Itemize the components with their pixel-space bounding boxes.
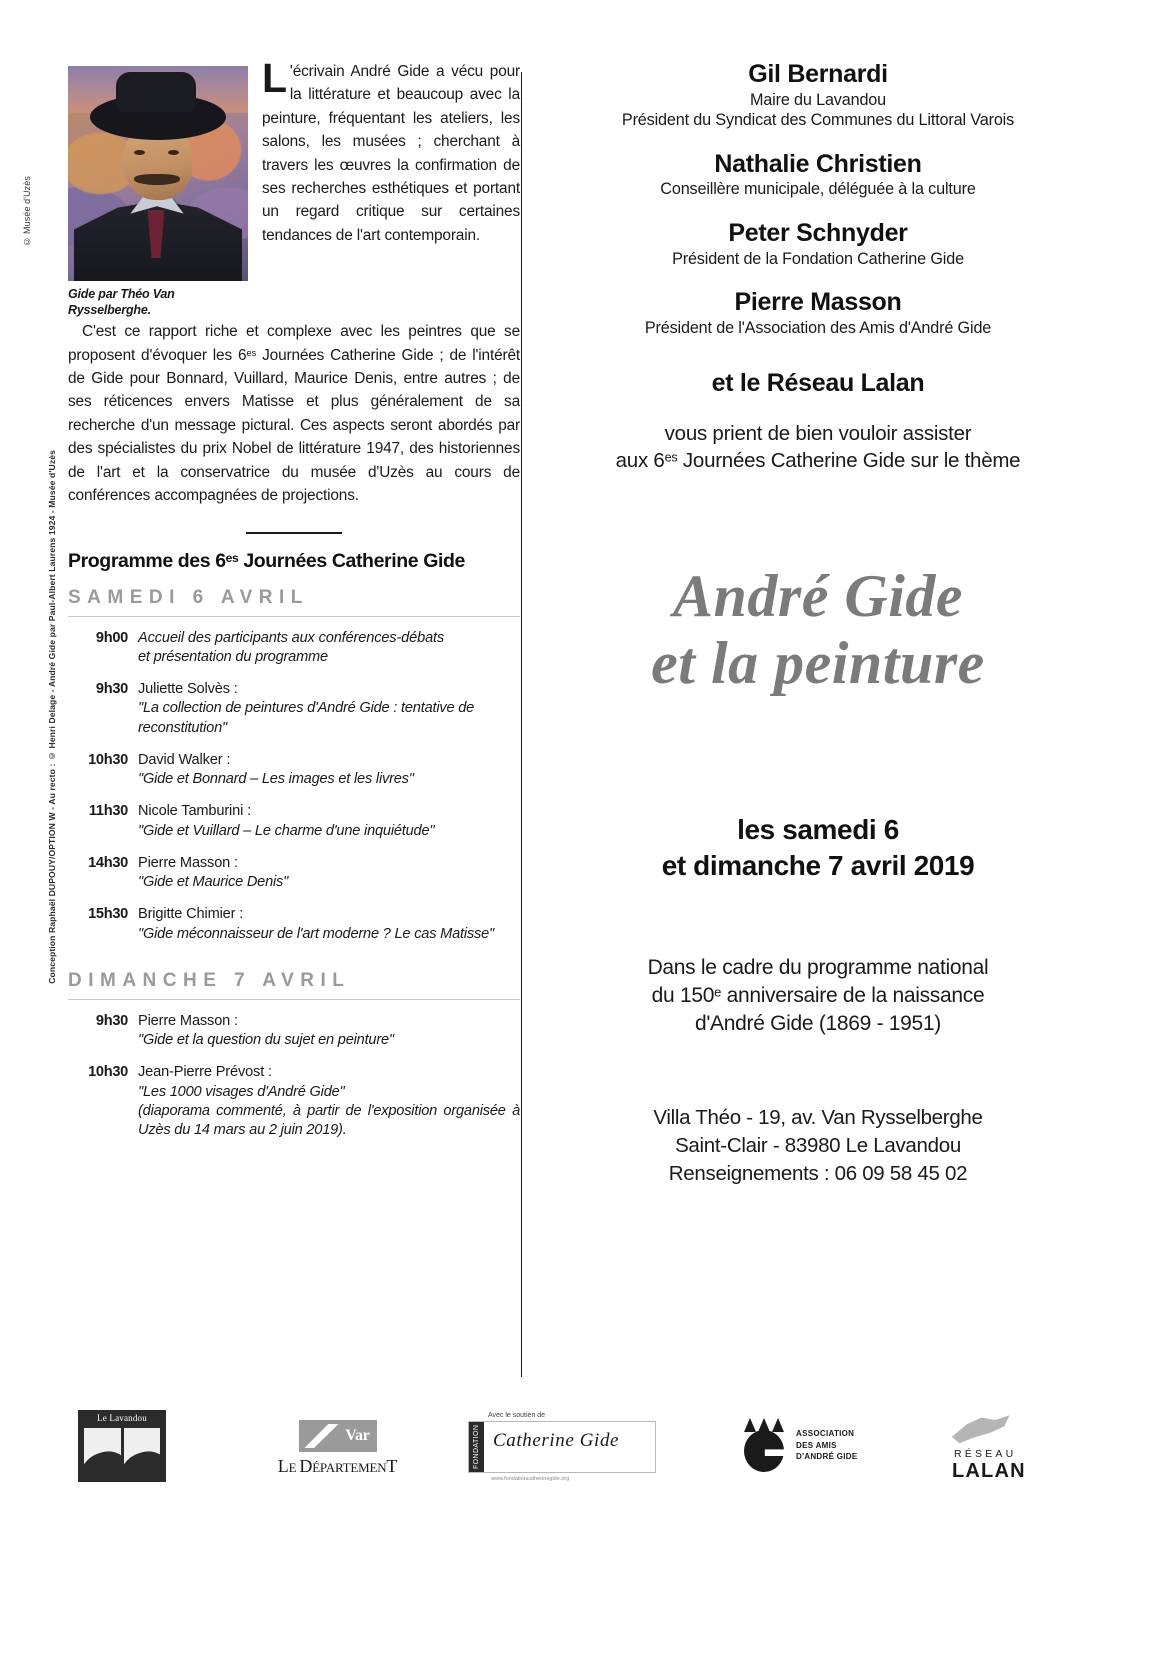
slot-talk: "Gide et la question du sujet en peinture" [138, 1032, 394, 1048]
slot-talk-note: (diaporama commenté, à partir de l'exposition organisée à Uzès du 14 mars au 2 juin 2019). [138, 1102, 520, 1138]
slot-talk: "Les 1000 visages d'André Gide" [138, 1083, 345, 1100]
venue-block [528, 1104, 1108, 1188]
framework-line-2b: anniversaire de la naissance [721, 983, 985, 1007]
day-heading-saturday: SAMEDI 6 AVRIL [68, 587, 520, 617]
host-block [528, 150, 1108, 200]
host-block [528, 288, 1108, 338]
programme-title [68, 550, 520, 573]
footer-logos [0, 1398, 1166, 1538]
lalan-bird-icon [948, 1412, 1012, 1452]
lalan-name-label: LALAN [952, 1460, 1026, 1482]
slot-time: 9h30 [95, 681, 128, 697]
schedule-row [68, 751, 520, 790]
le-lavandou-logo-mark [84, 1428, 160, 1476]
association-line-3: D'ANDRÉ GIDE [796, 1452, 858, 1462]
framework-line-1: Dans le cadre du programme national [647, 955, 989, 979]
event-title-line-1: André Gide [673, 562, 963, 629]
fondation-catherine-gide-logo [468, 1412, 658, 1488]
intro-text-2b: Journées Catherine Gide ; de l'intérêt de Gide pour Bonnard, Vuillard, Maurice Denis, entre autres ; de ses réticences envers Matisse et plus généralement de sa recherche d'un message pictural. Ces aspects seront abordés par des spécialistes du prix Nobel de littérature 1947, des historiennes de l'art et la conservatrice du musée d'Uzès au cours de conférences accompagnées de projections. [68, 346, 521, 505]
schedule-row [68, 905, 520, 944]
slot-talk: "Gide et Maurice Denis" [138, 874, 289, 890]
association-line-1: ASSOCIATION [796, 1429, 855, 1438]
portrait-block [68, 66, 248, 318]
right-column [528, 60, 1108, 1380]
reseau-lalan-logo [940, 1412, 1070, 1484]
slot-speaker: Pierre Masson : [138, 854, 238, 871]
framework-line-2a: du 150 [651, 983, 715, 1007]
framework-line-3: d'André Gide (1869 - 1951) [694, 1011, 942, 1035]
slot-time: 10h30 [88, 751, 128, 768]
var-logo-mark [299, 1420, 377, 1452]
slot-talk: "Gide et Bonnard – Les images et les livres" [138, 771, 414, 787]
venue-contact: Renseignements : 06 09 58 45 02 [668, 1162, 968, 1186]
host-role-line: Président de l'Association des Amis d'André Gide [644, 318, 992, 337]
framework-block [528, 954, 1108, 1038]
slot-talk: "La collection de peintures d'André Gide : tentative de reconstitution" [138, 700, 475, 736]
fondation-signature: Catherine Gide [493, 1430, 620, 1451]
conception-credit: Conception Raphaël DUPOUY/OPTION W - Au recto : © Henri Delage - André Gide par Paul-Albert Laurens 1924 - Musée d'Uzès [47, 450, 57, 984]
schedule-row [68, 629, 520, 668]
ordinal-suffix: es [246, 347, 257, 359]
column-divider [521, 72, 522, 1377]
framework-line-2 [528, 982, 1108, 1010]
association-amis-andre-gide-logo [740, 1414, 900, 1484]
slot-time: 9h00 [95, 629, 128, 646]
schedule-row [68, 680, 520, 738]
host-name: Gil Bernardi [748, 60, 888, 88]
slot-time: 14h30 [88, 854, 128, 871]
host-role-line: Maire du Lavandou [749, 90, 887, 109]
schedule-row [68, 1012, 520, 1051]
slot-time: 15h30 [88, 906, 128, 923]
day-heading-sunday: DIMANCHE 7 AVRIL [68, 970, 520, 1000]
host-block [528, 219, 1108, 269]
museum-credit: © Musée d'Uzès [22, 176, 32, 247]
section-rule [246, 532, 342, 534]
slot-talk: "Gide méconnaisseur de l'art moderne ? Le cas Matisse" [138, 925, 495, 942]
lalan-reseau-label: RÉSEAU [954, 1448, 1017, 1460]
fondation-side-label: FONDATION [469, 1422, 484, 1472]
slot-time: 10h30 [88, 1064, 128, 1081]
invitation-block [528, 420, 1108, 475]
host-name: Nathalie Christien [714, 149, 922, 178]
slot-speaker: David Walker : [138, 751, 231, 768]
slot-speaker: Jean-Pierre Prévost : [138, 1064, 272, 1081]
venue-city: Saint-Clair - 83980 Le Lavandou [675, 1134, 961, 1158]
schedule-row [68, 854, 520, 893]
host-role-line: Conseillère municipale, déléguée à la culture [660, 180, 976, 199]
invitation-line-2 [528, 447, 1108, 474]
event-dates-line-2: et dimanche 7 avril 2019 [661, 849, 975, 881]
dept-e: E [288, 1460, 300, 1475]
programme-title-b: Journées Catherine Gide [238, 549, 465, 572]
le-lavandou-logo-label: Le Lavandou [97, 1413, 147, 1423]
host-role-line: Président du Syndicat des Communes du Littoral Varois [621, 111, 1015, 130]
host-name: Peter Schnyder [728, 219, 908, 248]
event-title-line-2: et la peinture [651, 629, 985, 696]
ordinal-suffix: e [714, 984, 722, 1000]
intro-paragraph-2 [68, 320, 520, 507]
slot-speaker: Brigitte Chimier : [138, 906, 244, 923]
association-logo-text [796, 1428, 858, 1463]
fondation-support-label: Avec le soutien de [488, 1412, 546, 1419]
slot-speaker: Pierre Masson : [138, 1012, 238, 1029]
association-logo-mark [740, 1416, 790, 1472]
slot-time: 11h30 [88, 803, 128, 820]
dept-epartemen: ÉPARTEMEN [312, 1460, 387, 1475]
var-departement-logo [255, 1420, 420, 1480]
slot-talk: et présentation du programme [138, 648, 328, 665]
var-swoosh-icon [305, 1424, 339, 1448]
schedule-row [68, 1063, 520, 1140]
andre-gide-portrait-image [68, 66, 248, 281]
dept-d: D [299, 1456, 313, 1476]
network-line: et le Réseau Lalan [711, 368, 925, 397]
host-block [528, 60, 1108, 131]
departement-label [255, 1456, 420, 1477]
slot-speaker: Accueil des participants aux conférences-débats [138, 629, 445, 646]
host-name: Pierre Masson [734, 288, 902, 317]
association-line-2: DES AMIS [796, 1440, 837, 1450]
host-role-line: Président de la Fondation Catherine Gide [672, 249, 964, 268]
invitation-line-2b: Journées Catherine Gide sur le thème [677, 449, 1021, 473]
programme-title-a: Programme des 6 [68, 549, 226, 572]
dept-t: T [386, 1456, 398, 1476]
slot-speaker: Nicole Tamburini : [138, 803, 252, 820]
drop-cap: L [262, 55, 287, 101]
slot-speaker: Juliette Solvès : [138, 681, 238, 697]
ordinal-suffix: es [664, 449, 678, 465]
left-column [68, 55, 521, 1380]
event-title [528, 563, 1108, 697]
event-dates [528, 812, 1108, 884]
fondation-url: www.fondationcatherinegide.org [491, 1476, 570, 1482]
intro-text-2a: C'est ce rapport riche et complexe avec les peintres que se proposent d'évoquer les 6 [68, 323, 520, 364]
var-logo-word: Var [345, 1427, 370, 1444]
event-dates-line-1: les samedi 6 [737, 813, 899, 845]
intro-text-1: 'écrivain André Gide a vécu pour la littérature et beaucoup avec la peinture, fréquentant les ateliers, les salons, les musées ; cherchant à travers les œuvres la confirmation de ses recherches esthétiques et portant un regard critique sur certaines tendances de l'art contemporain. [262, 63, 520, 244]
venue-address: Villa Théo - 19, av. Van Rysselberghe [653, 1106, 983, 1130]
dept-l: L [277, 1456, 289, 1476]
schedule-row [68, 802, 520, 841]
slot-time: 9h30 [95, 1012, 128, 1029]
programme-title-sup: es [225, 550, 239, 565]
invitation-line-1: vous prient de bien vouloir assister [664, 421, 972, 445]
invitation-line-2a: aux 6 [615, 449, 665, 473]
le-lavandou-logo [78, 1410, 166, 1482]
portrait-caption: Gide par Théo Van Rysselberghe. [68, 287, 175, 317]
slot-talk: "Gide et Vuillard – Le charme d'une inquiétude" [138, 822, 435, 839]
